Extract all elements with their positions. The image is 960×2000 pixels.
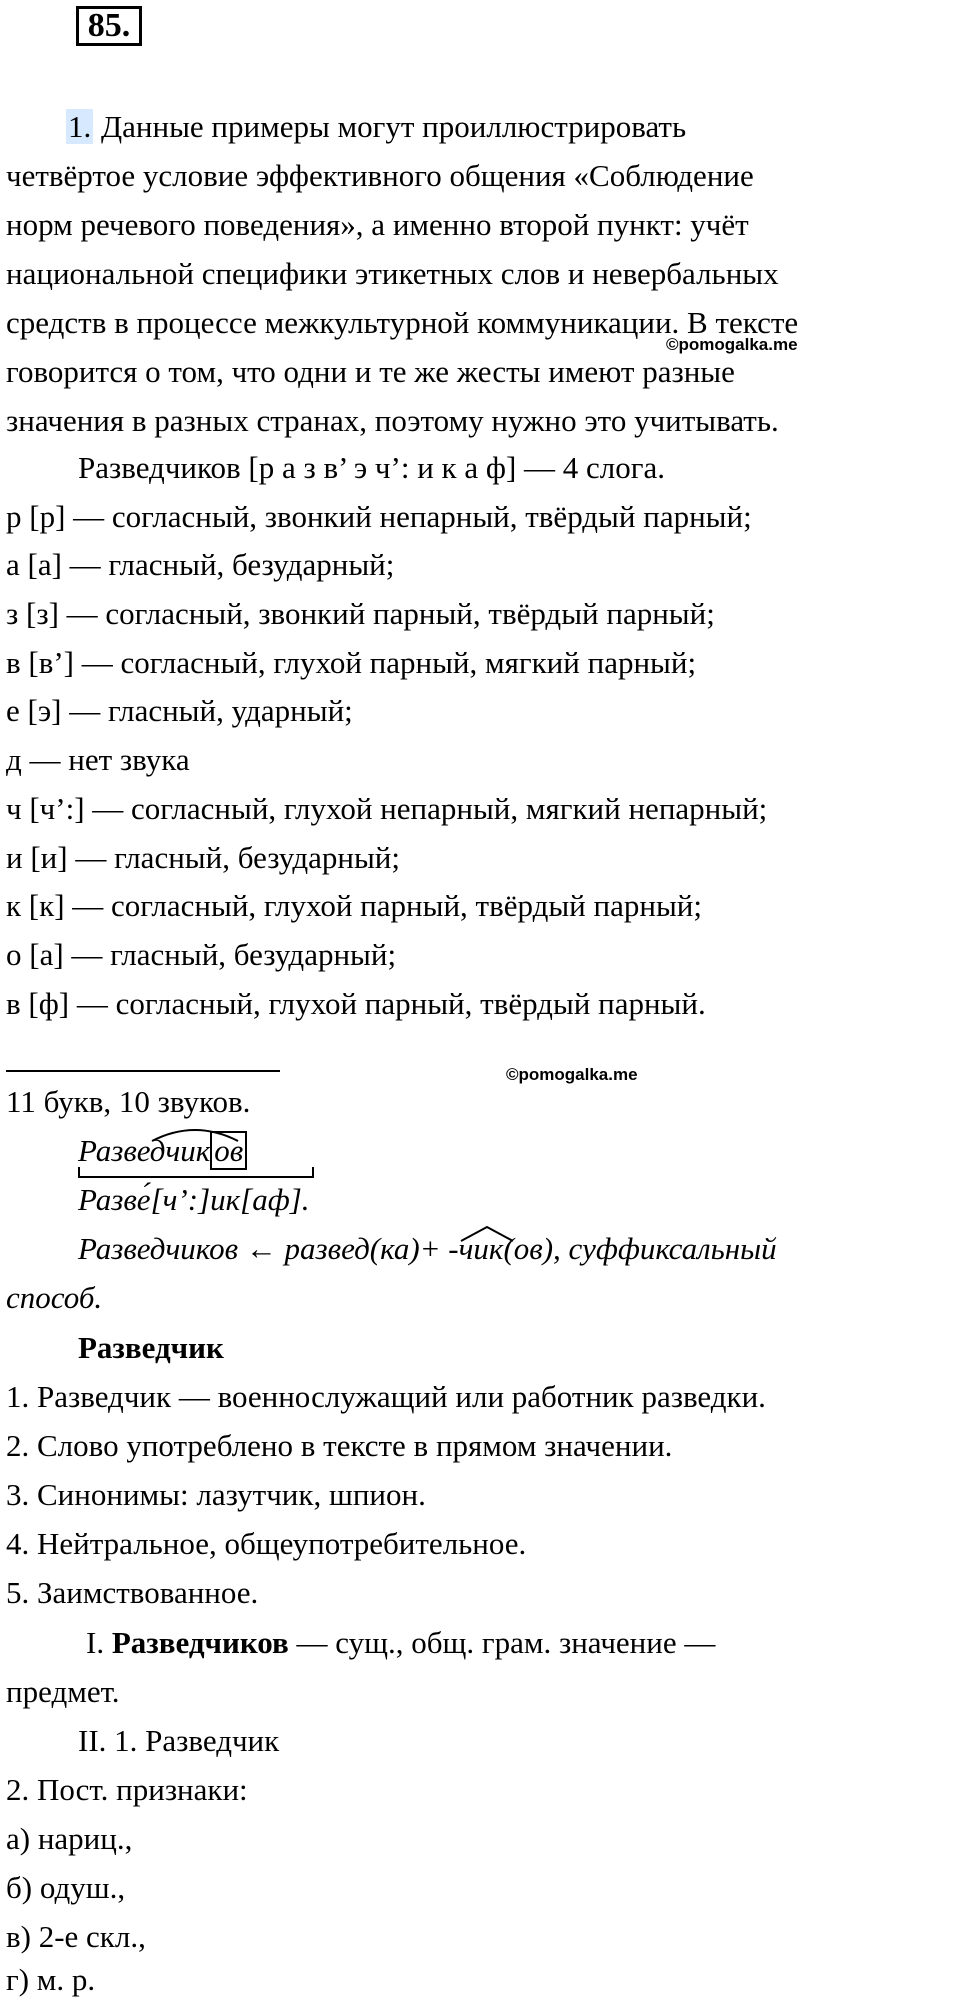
word-stem: Разведчик <box>78 1131 210 1171</box>
morph-feature: в) 2-е скл., <box>6 1919 146 1954</box>
derivation-source: ← развед(ка)+ - <box>238 1231 459 1266</box>
morph-feature: г) м. р. <box>6 1962 96 1997</box>
paragraph-1 <box>6 102 936 445</box>
morph-line-2: предмет. <box>6 1674 120 1709</box>
morph-line-3: II. 1. Разведчик <box>78 1723 280 1758</box>
phonetic-row: к [к] — согласный, глухой парный, твёрдый парный; <box>6 888 702 923</box>
phonetic-summary: 11 букв, 10 звуков. <box>6 1084 251 1119</box>
word-ending: ов <box>210 1131 247 1170</box>
lexical-item: 1. Разведчик — военнослужащий или работник разведки. <box>6 1379 766 1414</box>
phonetic-row: о [а] — гласный, безударный; <box>6 937 397 972</box>
phonetic-row: ч [ч’:] — согласный, глухой непарный, мягкий непарный; <box>6 791 768 826</box>
item-number: 1. <box>68 109 92 144</box>
lexical-item: 3. Синонимы: лазутчик, шпион. <box>6 1477 426 1512</box>
suffix-arc-mark <box>459 1225 515 1243</box>
morph-feature: а) нариц., <box>6 1821 133 1856</box>
lexical-item: 5. Заимствованное. <box>6 1575 259 1610</box>
paragraph-1-line-1: 1. Данные примеры могут проиллюстрировать <box>68 109 687 144</box>
phonetic-row: з [з] — согласный, звонкий парный, твёрдый парный; <box>6 596 715 631</box>
derivation-ending: (ов), суффиксальный <box>503 1231 777 1266</box>
morphemic-parse <box>78 1131 247 1171</box>
phonetic-row: р [р] — согласный, звонкий непарный, твёрдый парный; <box>6 499 752 534</box>
lexical-item: 4. Нейтральное, общеупотребительное. <box>6 1526 527 1561</box>
derivation-method: способ. <box>6 1280 103 1315</box>
derivation-word: Разведчиков <box>78 1231 239 1266</box>
paragraph-1-line-7: значения в разных странах, поэтому нужно это учитывать. <box>6 403 779 438</box>
paragraph-1-line-5: средств в процессе межкультурной коммуникации. В тексте <box>6 305 799 340</box>
exercise-number: 85. <box>76 6 142 46</box>
paragraph-1-line-3: норм речевого поведения», а именно второй пункт: учёт <box>6 207 749 242</box>
morph-feature: б) одуш., <box>6 1870 126 1905</box>
lexical-title: Разведчик <box>78 1330 224 1365</box>
morph-line-4: 2. Пост. признаки: <box>6 1772 248 1807</box>
watermark: ©pomogalka.me <box>666 335 798 354</box>
phonetic-row: е [э] — гласный, ударный; <box>6 693 353 728</box>
paragraph-1-line-6: говорится о том, что одни и те же жесты имеют разные <box>6 354 735 389</box>
phonetic-header: Разведчиков [р а з в’ э ч’: и к а ф] — 4 слога. <box>78 450 665 485</box>
phonetic-row: в [ф] — согласный, глухой парный, твёрдый парный. <box>6 986 706 1021</box>
divider-line <box>6 1070 280 1072</box>
derivation-suffix: чик <box>459 1229 504 1269</box>
phonetic-row: а [а] — гласный, безударный; <box>6 547 395 582</box>
phonetic-row: и [и] — гласный, безударный; <box>6 840 401 875</box>
orthoepy-line: Разве́[ч’:]ик[аф]. <box>78 1182 310 1217</box>
paragraph-1-line-2: четвёртое условие эффективного общения «Соблюдение <box>6 158 754 193</box>
root-arc-mark <box>150 1125 240 1145</box>
derivation-line <box>78 1229 777 1269</box>
phonetic-row: д — нет звука <box>6 742 190 777</box>
phonetic-row: в [в’] — согласный, глухой парный, мягкий парный; <box>6 645 697 680</box>
morph-line-1: I. Разведчиков — сущ., общ. грам. значение — <box>86 1625 716 1660</box>
watermark: ©pomogalka.me <box>506 1065 638 1084</box>
paragraph-1-line-4: национальной специфики этикетных слов и невербальных <box>6 256 779 291</box>
lexical-item: 2. Слово употреблено в тексте в прямом значении. <box>6 1428 673 1463</box>
stem-bracket-mark <box>78 1167 314 1179</box>
